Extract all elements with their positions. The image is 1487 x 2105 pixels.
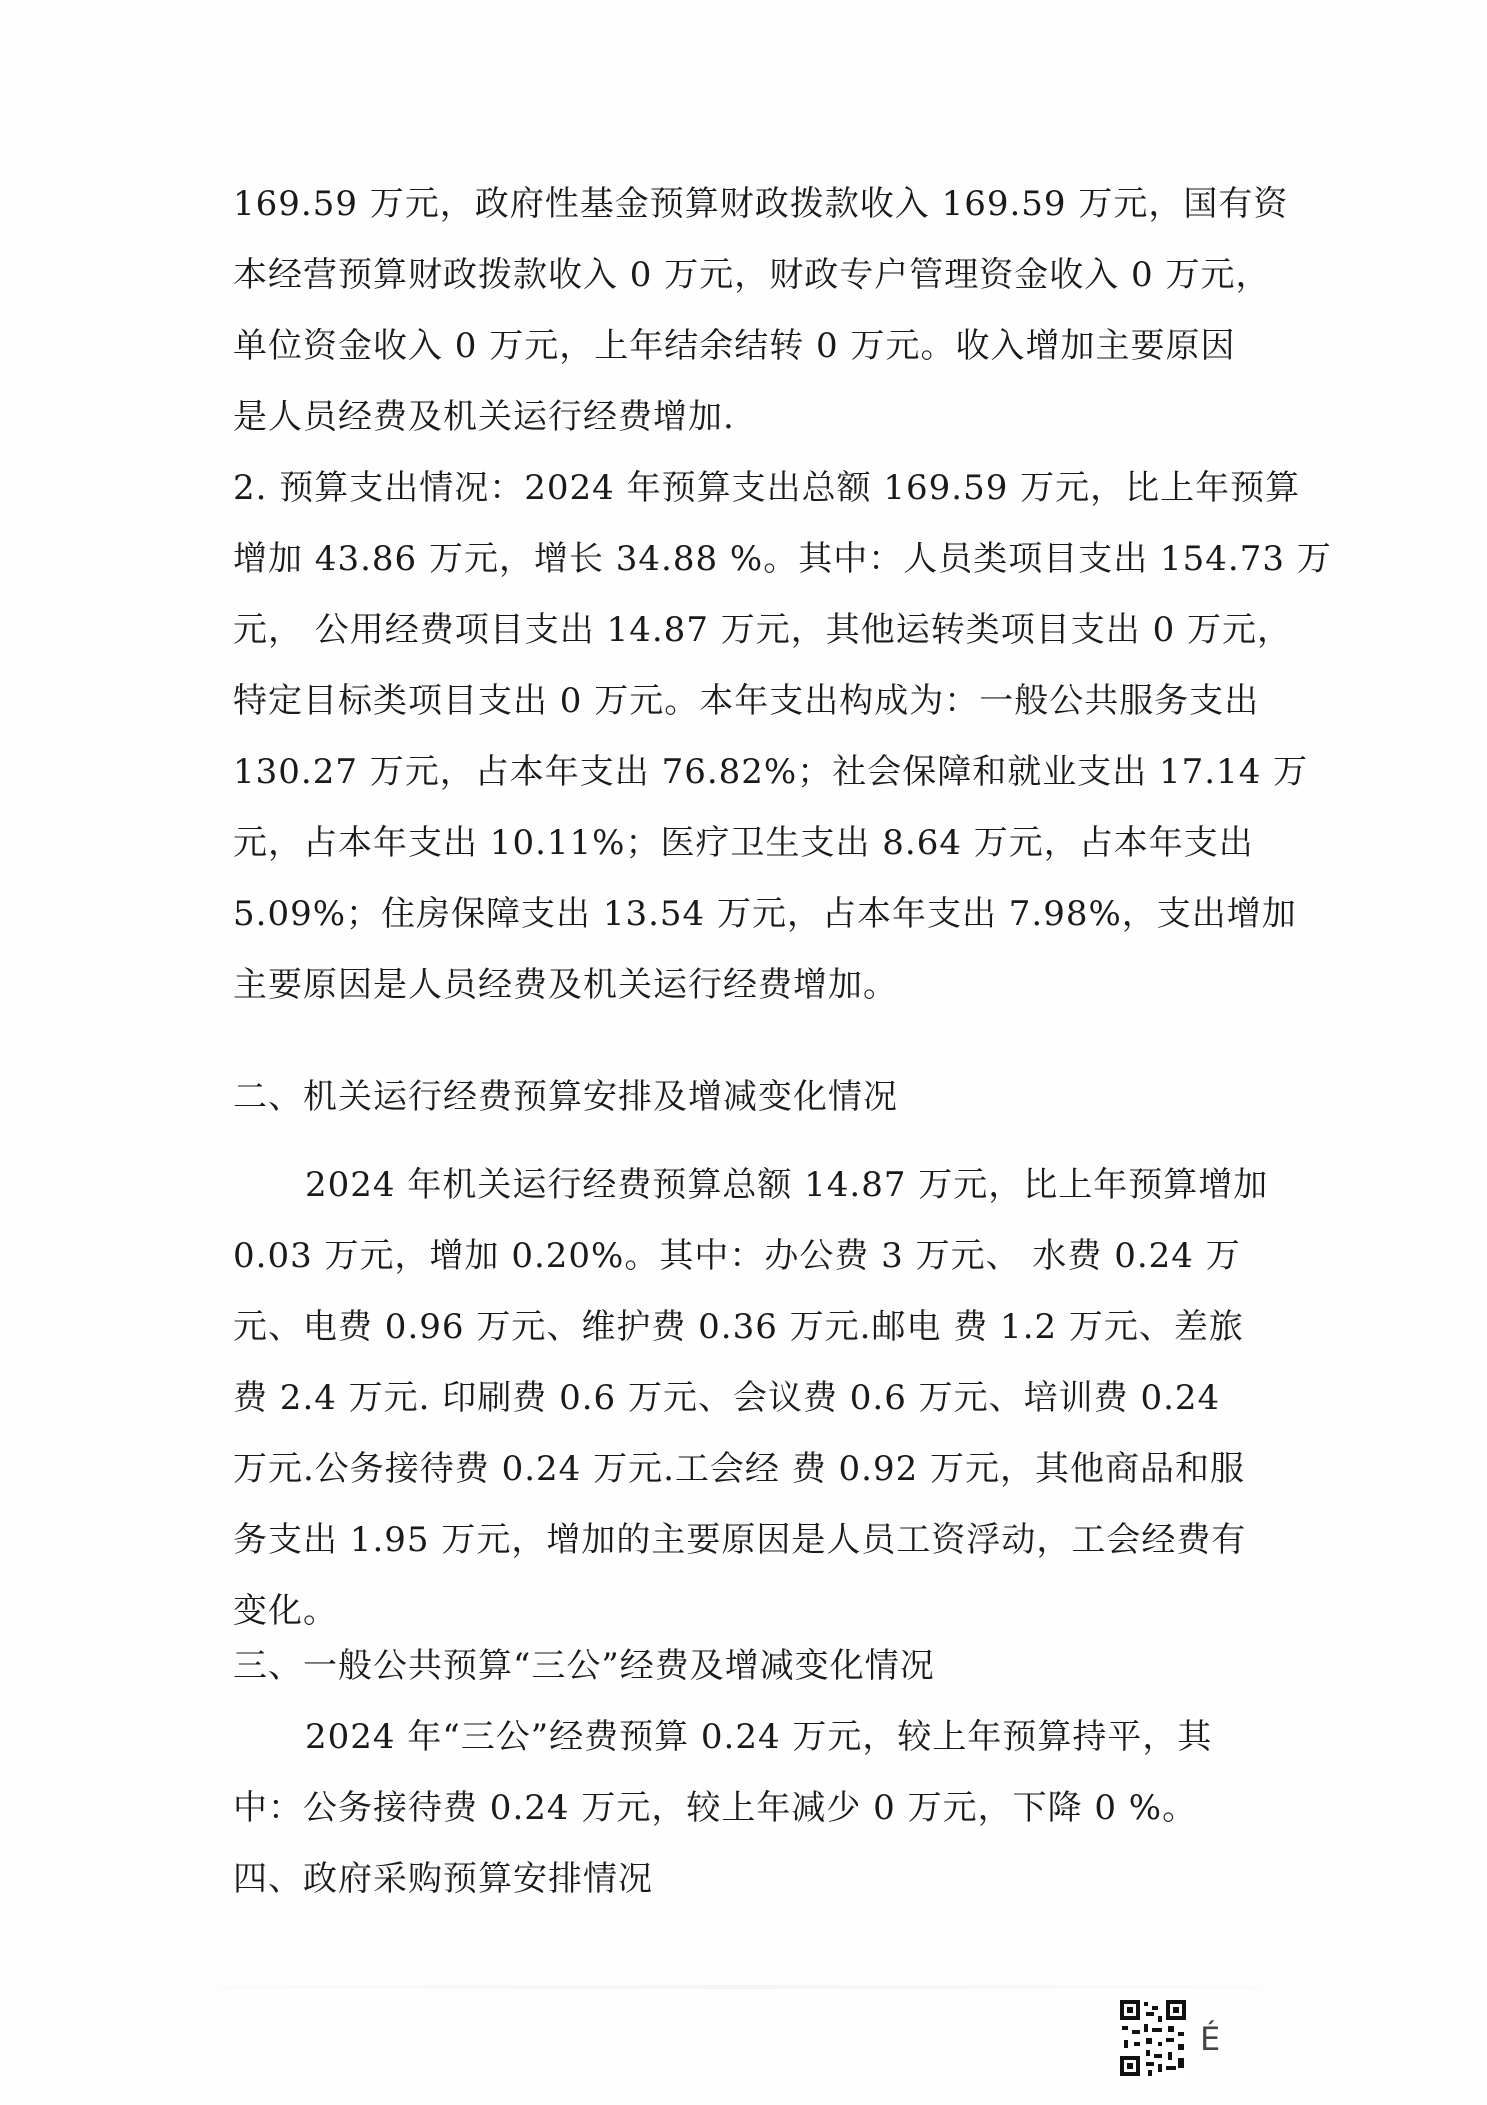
section-heading: 三、一般公共预算“三公”经费及增减变化情况 <box>233 1646 935 1686</box>
text-line: 2024 年机关运行经费预算总额 14.87 万元，比上年预算增加 <box>305 1165 1269 1205</box>
qr-code-icon <box>1118 1998 1188 2078</box>
text-line: 元， 公用经费项目支出 14.87 万元，其他运转类项目支出 0 万元， <box>233 610 1293 650</box>
text-line: 169.59 万元，政府性基金预算财政拨款收入 169.59 万元，国有资 <box>233 184 1289 224</box>
text-line: 务支出 1.95 万元，增加的主要原因是人员工资浮动，工会经费有 <box>233 1520 1247 1560</box>
text-line: 元，占本年支出 10.11%；医疗卫生支出 8.64 万元，占本年支出 <box>233 823 1254 863</box>
scan-artifact <box>40 1985 1440 1989</box>
section-heading: 二、机关运行经费预算安排及增减变化情况 <box>233 1077 898 1117</box>
text-line: 增加 43.86 万元，增长 34.88 %。其中：人员类项目支出 154.73 万 <box>233 539 1332 579</box>
text-line: 是人员经费及机关运行经费增加. <box>233 397 735 437</box>
text-line: 特定目标类项目支出 0 万元。本年支出构成为：一般公共服务支出 <box>233 681 1260 721</box>
text-line: 元、电费 0.96 万元、维护费 0.36 万元.邮电 费 1.2 万元、差旅 <box>233 1307 1244 1347</box>
text-line: 变化。 <box>233 1591 338 1631</box>
text-line: 单位资金收入 0 万元，上年结余结转 0 万元。收入增加主要原因 <box>233 326 1236 366</box>
text-line: 130.27 万元，占本年支出 76.82%；社会保障和就业支出 17.14 万 <box>233 752 1309 792</box>
text-line: 中：公务接待费 0.24 万元，较上年减少 0 万元，下降 0 %。 <box>233 1788 1198 1828</box>
footer-mark: É <box>1200 2020 1221 2058</box>
text-line: 本经营预算财政拨款收入 0 万元，财政专户管理资金收入 0 万元， <box>233 255 1271 295</box>
text-line: 0.03 万元，增加 0.20%。其中：办公费 3 万元、 水费 0.24 万 <box>233 1236 1241 1276</box>
text-line: 2024 年“三公”经费预算 0.24 万元，较上年预算持平，其 <box>305 1717 1213 1757</box>
section-heading: 四、政府采购预算安排情况 <box>233 1859 653 1899</box>
text-line: 万元.公务接待费 0.24 万元.工会经 费 0.92 万元，其他商品和服 <box>233 1449 1246 1489</box>
text-line: 5.09%；住房保障支出 13.54 万元，占本年支出 7.98%，支出增加 <box>233 894 1297 934</box>
text-line: 费 2.4 万元. 印刷费 0.6 万元、会议费 0.6 万元、培训费 0.24 <box>233 1378 1221 1418</box>
text-line: 2. 预算支出情况：2024 年预算支出总额 169.59 万元，比上年预算 <box>233 468 1301 508</box>
text-line: 主要原因是人员经费及机关运行经费增加。 <box>233 965 898 1005</box>
